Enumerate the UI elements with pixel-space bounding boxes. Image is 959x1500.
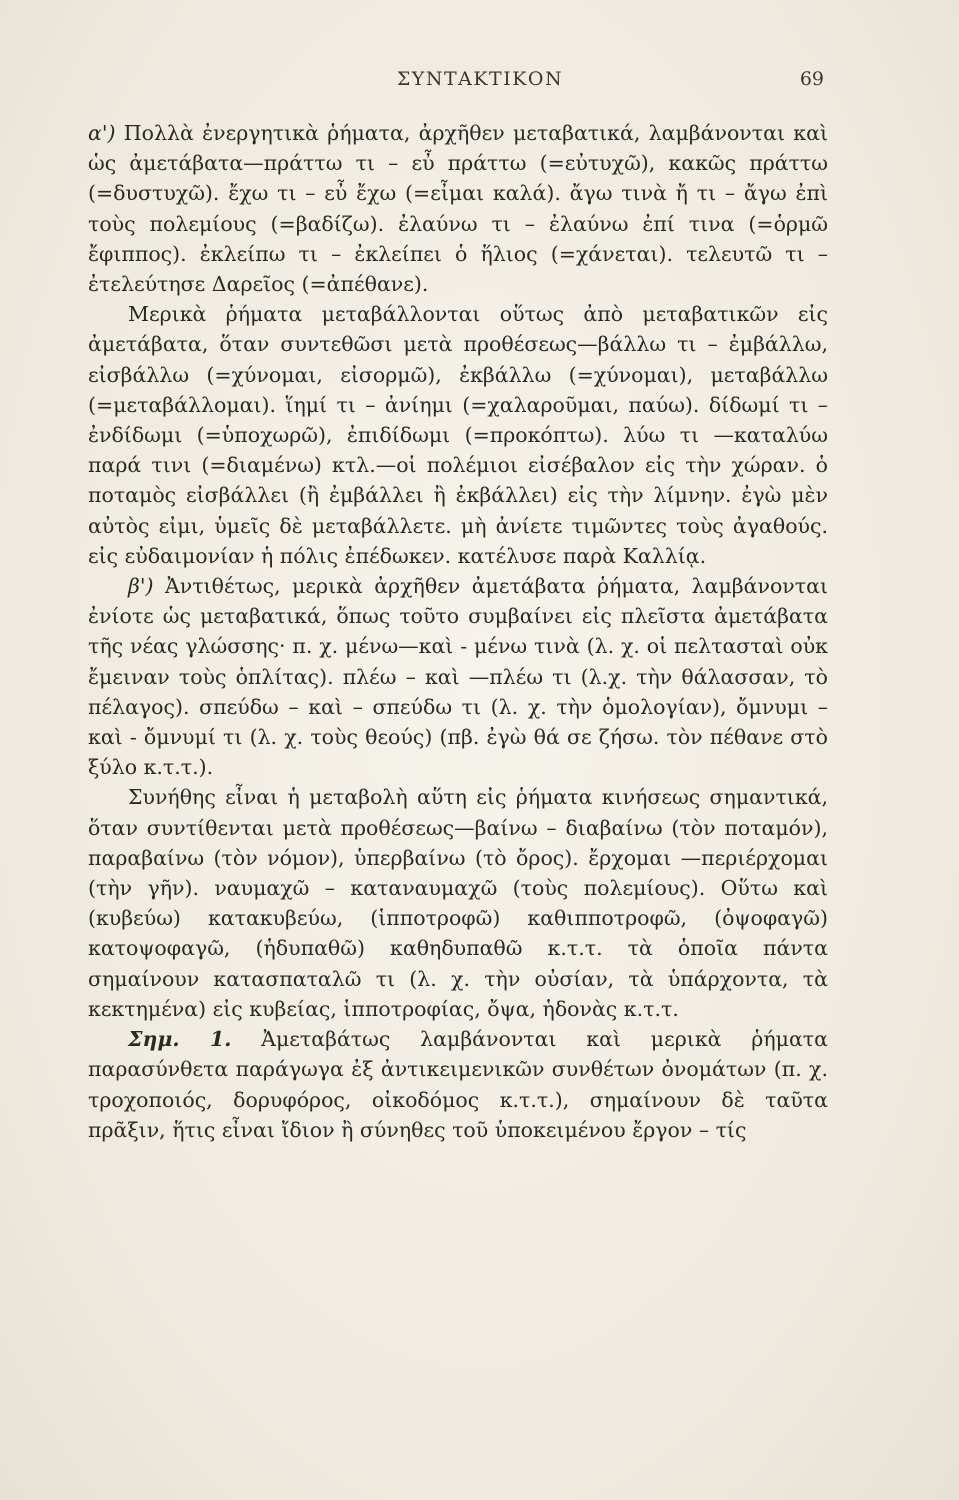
- paragraph-compound-verbs: [88, 299, 828, 571]
- note-paragraph: [88, 1024, 828, 1145]
- note-label: Σημ. 1.: [128, 1027, 232, 1052]
- paragraph-alpha: [88, 118, 828, 299]
- page-header: [0, 68, 959, 98]
- page-number: 69: [799, 68, 824, 90]
- paragraph-beta: [88, 571, 828, 782]
- note-text: Ἀμεταβάτως λαμβάνονται καὶ μερικὰ ῥήματα παρασύνθετα παράγωγα ἐξ ἀντικειμενικῶν συνθέτων ὀνομάτων (π. χ. τροχοποιός, δορυφόρος, οἰκοδόμος κ.τ.τ.), σημαίνουν δὲ ταῦτα πρᾶξιν, ἥτις εἶναι ἴδιον ἢ σύνηθες τοῦ ὑποκειμένου ἔργον – τίς: [88, 1027, 828, 1142]
- paragraph-text: Ἀντιθέτως, μερικὰ ἀρχῆθεν ἀμετάβατα ῥήματα, λαμβάνονται ἐνίοτε ὡς μεταβατικά, ὅπως τοῦτο συμβαίνει εἰς πλεῖστα ἀμετάβατα τῆς νέας γλώσσης· π. χ. μένω—καὶ - μένω τινὰ (λ. χ. οἱ πελτασταὶ οὐκ ἔμειναν τοὺς ὁπλίτας). πλέω – καὶ —πλέω τι (λ.χ. τὴν θάλασσαν, τὸ πέλαγος). σπεύδω – καὶ – σπεύδω τι (λ. χ. τὴν ὁμολογίαν), ὄμνυμι – καὶ - ὄμνυμί τι (λ. χ. τοὺς θεούς) (πβ. ἐγὼ θά σε ζήσω. τὸν πέθανε στὸ ξύλο κ.τ.τ.).: [88, 574, 828, 780]
- paragraph-marker: α'): [88, 121, 116, 145]
- paragraph-motion-verbs: [88, 782, 828, 1024]
- paragraph-text: Μερικὰ ῥήματα μεταβάλλονται οὕτως ἀπὸ μεταβατικῶν εἰς ἀμετάβατα, ὅταν συντεθῶσι μετὰ προθέσεως—βάλλω τι – ἐμβάλλω, εἰσβάλλω (=χύνομαι, εἰσορμῶ), ἐκβάλλω (=χύνομαι), μεταβάλλω (=μεταβάλλομαι). ἵημί τι – ἀνίημι (=χαλαροῦμαι, παύω). δίδωμί τι – ἐνδίδωμι (=ὑποχωρῶ), ἐπιδίδωμι (=προκόπτω). λύω τι —καταλύω παρά τινι (=διαμένω) κτλ.—οἱ πολέμιοι εἰσέβαλον εἰς τὴν χώραν. ὁ ποταμὸς εἰσβάλλει (ἢ ἐμβάλλει ἢ ἐκβάλλει) εἰς τὴν λίμνην. ἐγὼ μὲν αὐτὸς εἰμι, ὑμεῖς δὲ μεταβάλλετε. μὴ ἀνίετε τιμῶντες τοὺς ἀγαθούς. εἰς εὐδαιμονίαν ἡ πόλις ἐπέδωκεν. κατέλυσε παρὰ Καλλίᾳ.: [88, 302, 828, 568]
- paragraph-marker: β'): [128, 574, 154, 599]
- paragraph-text: Συνήθης εἶναι ἡ μεταβολὴ αὕτη εἰς ῥήματα κινήσεως σημαντικά, ὅταν συντίθενται μετὰ προθέσεως—βαίνω – διαβαίνω (τὸν ποταμόν), παραβαίνω (τὸν νόμον), ὑπερβαίνω (τὸ ὄρος). ἔρχομαι —περιέρχομαι (τὴν γῆν). ναυμαχῶ – καταναυμαχῶ (τοὺς πολεμίους). Οὕτω καὶ (κυβεύω) κατακυβεύω, (ἱπποτροφῶ) καθιπποτροφῶ, (ὀψοφαγῶ) κατοψοφαγῶ, (ἡδυπαθῶ) καθηδυπαθῶ κ.τ.τ. τὰ ὁποῖα πάντα σημαίνουν κατασπαταλῶ τι (λ. χ. τὴν οὐσίαν, τὰ ὑπάρχοντα, τὰ κεκτημένα) εἰς κυβείας, ἱπποτροφίας, ὄψα, ἡδονὰς κ.τ.τ.: [88, 785, 828, 1021]
- running-head: ΣΥΝΤΑΚΤΙΚΟΝ: [396, 68, 564, 90]
- paragraph-text: Πολλὰ ἐνεργητικὰ ῥήματα, ἀρχῆθεν μεταβατικά, λαμβάνονται καὶ ὡς ἀμετάβατα—πράττω τι – εὖ πράττω (=εὐτυχῶ), κακῶς πράττω (=δυστυχῶ). ἔχω τι – εὖ ἔχω (=εἶμαι καλά). ἄγω τινὰ ἤ τι – ἄγω ἐπὶ τοὺς πολεμίους (=βαδίζω). ἐλαύνω τι – ἐλαύνω ἐπί τινα (=ὁρμῶ ἔφιππος). ἐκλείπω τι – ἐκλείπει ὁ ἥλιος (=χάνεται). τελευτῶ τι – ἐτελεύτησε Δαρεῖος (=ἀπέθανε).: [88, 121, 828, 297]
- body-text: [88, 118, 828, 1145]
